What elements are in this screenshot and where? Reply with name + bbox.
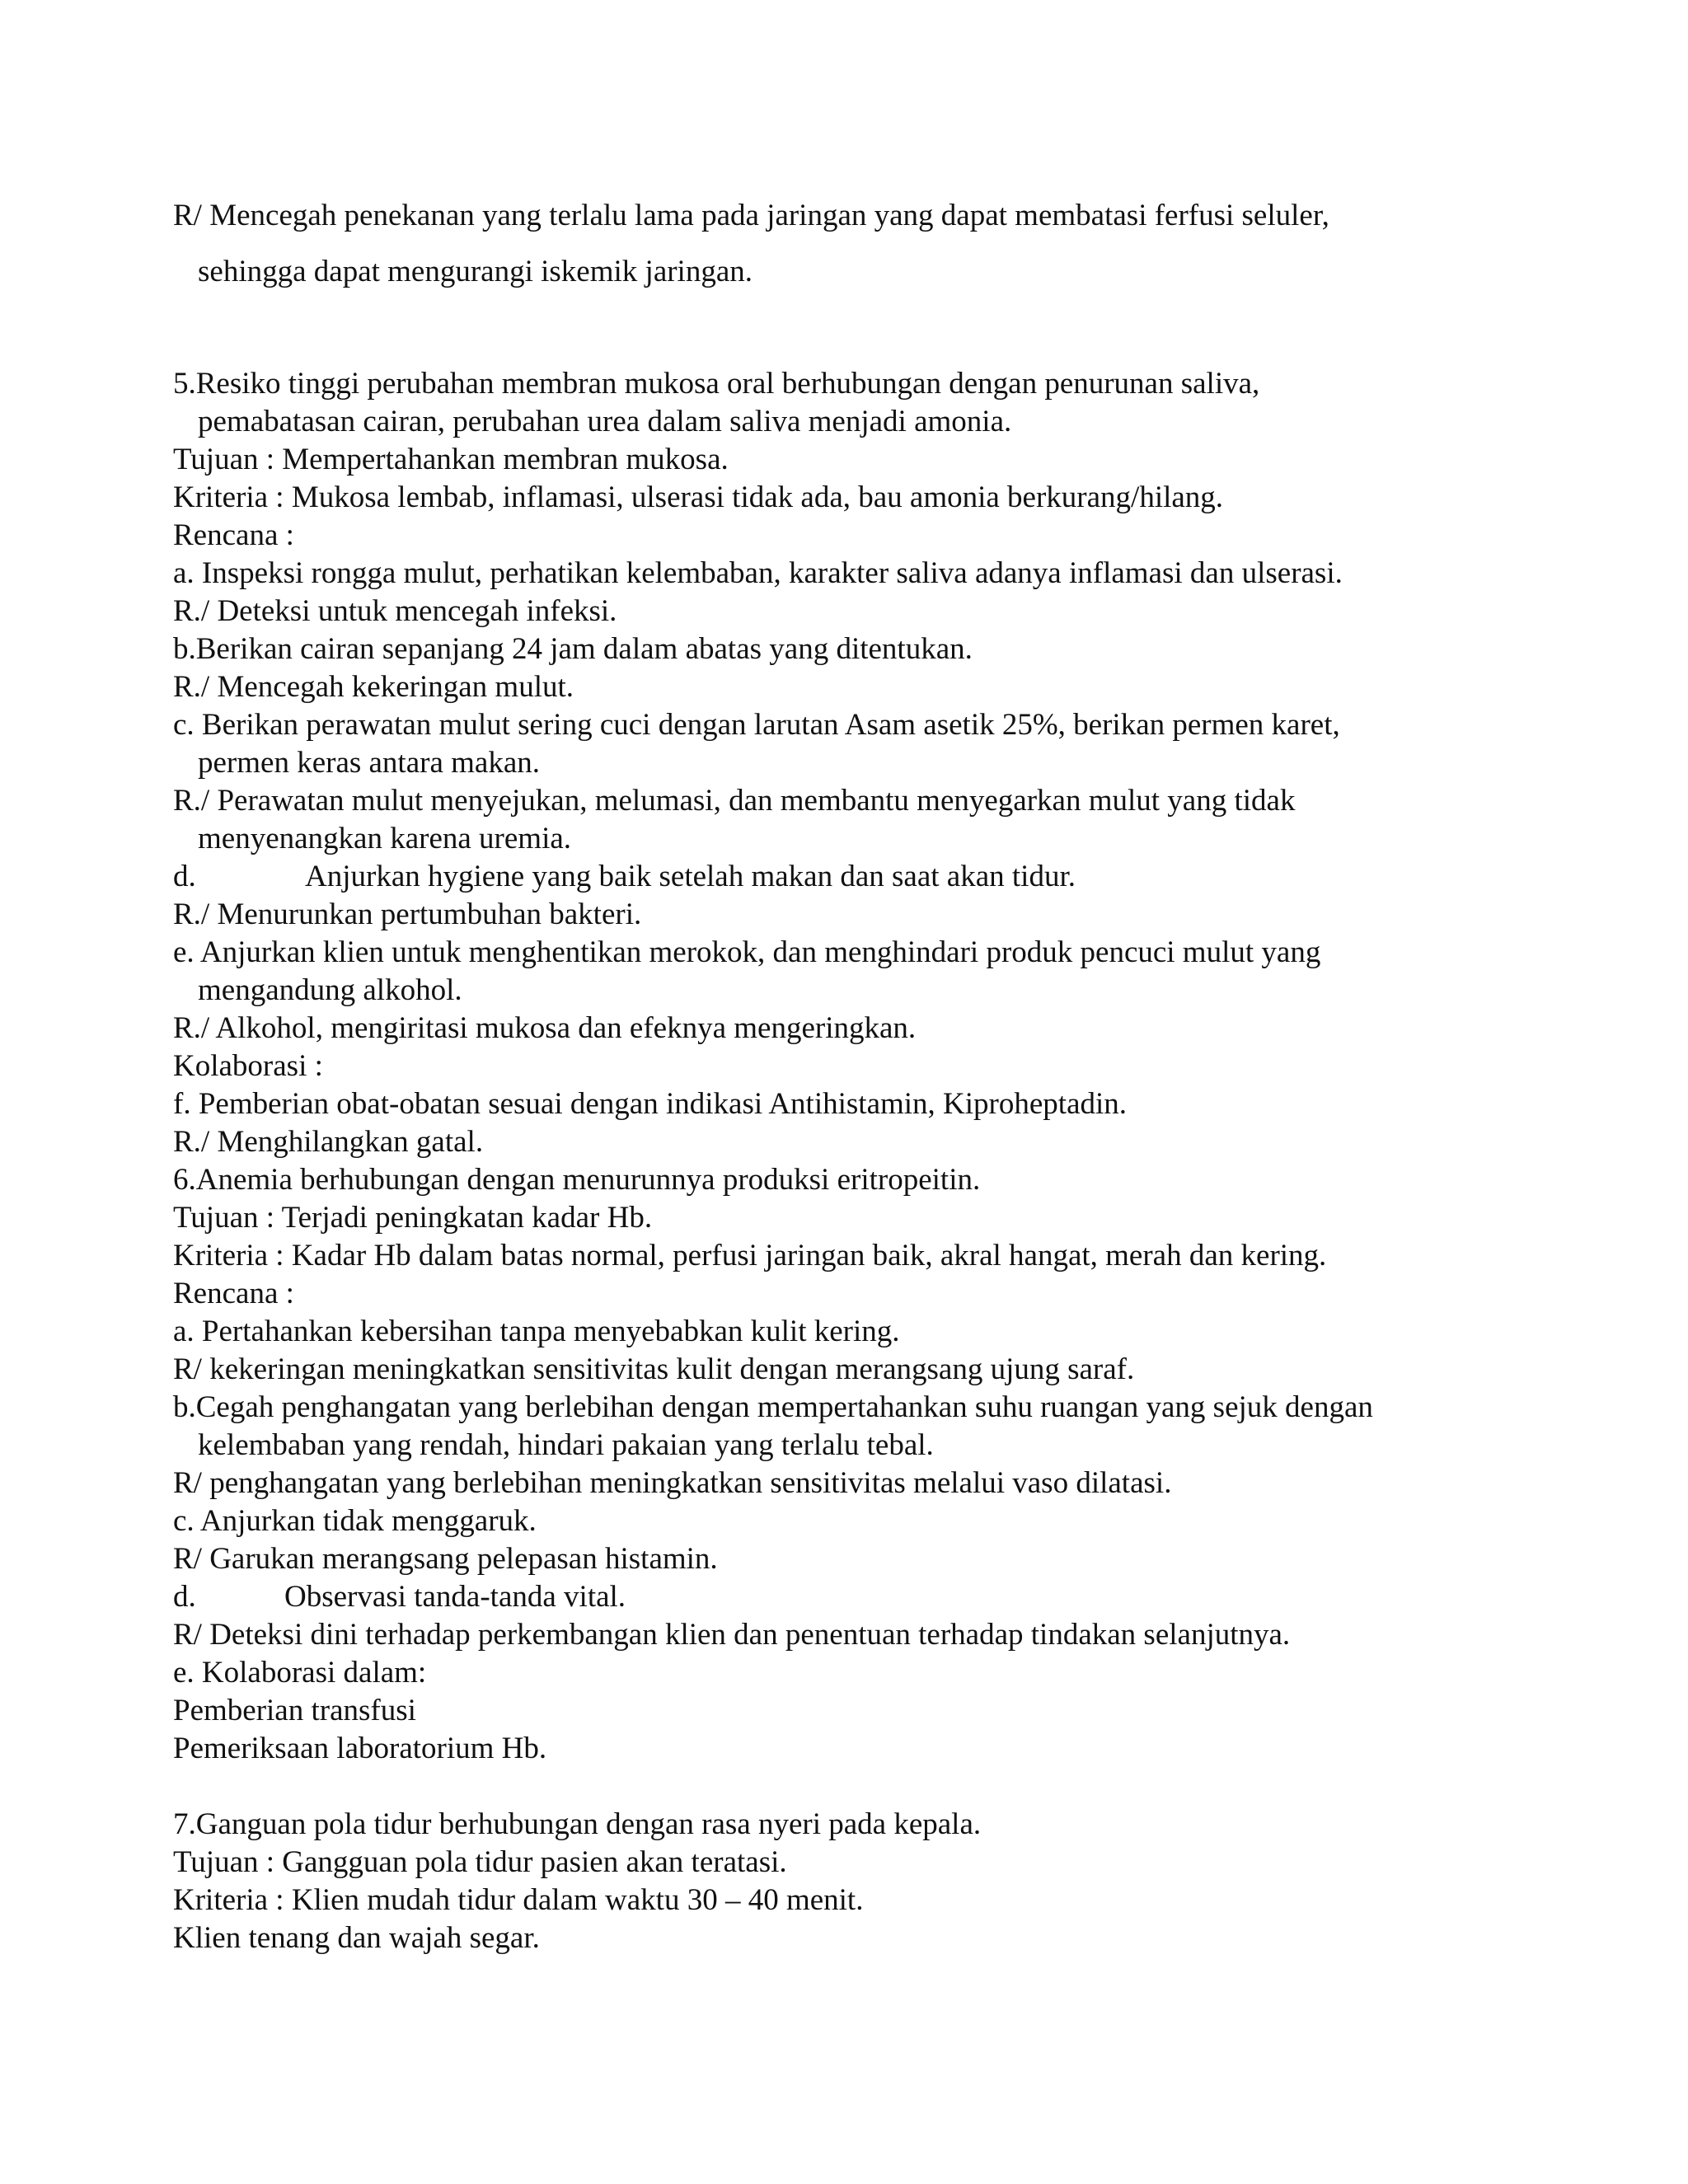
diagnosis-7-heading: 7.Ganguan pola tidur berhubungan dengan rasa nyeri pada kepala. [173, 1807, 982, 1841]
plan-item-e-continuation: mengandung alkohol. [198, 973, 462, 1007]
rationale-f: R./ Menghilangkan gatal. [173, 1125, 484, 1159]
plan-item-c-continuation: permen keras antara makan. [198, 746, 541, 780]
diagnosis-5-heading: 5.Resiko tinggi perubahan membran mukosa oral berhubungan dengan penurunan saliva, [173, 367, 1260, 401]
plan-6-item-e: e. Kolaborasi dalam: [173, 1656, 427, 1690]
plan-item-f: f. Pemberian obat-obatan sesuai dengan indikasi Antihistamin, Kiproheptadin. [173, 1087, 1128, 1121]
diagnosis-6-heading: 6.Anemia berhubungan dengan menurunnya produksi eritropeitin. [173, 1163, 981, 1197]
rationale-c-continuation: menyenangkan karena uremia. [198, 822, 572, 855]
plan-label: Rencana : [173, 518, 294, 552]
goal-line-6: Tujuan : Terjadi peningkatan kadar Hb. [173, 1201, 653, 1235]
plan-item-d-letter: d. [173, 860, 196, 893]
plan-6-item-c: c. Anjurkan tidak menggaruk. [173, 1504, 537, 1538]
rationale-c: R./ Perawatan mulut menyejukan, melumasi, dan membantu menyegarkan mulut yang tidak [173, 784, 1296, 818]
rationale-6-d: R/ Deteksi dini terhadap perkembangan klien dan penentuan terhadap tindakan selanjutnya. [173, 1618, 1291, 1652]
rationale-line: R/ Mencegah penekanan yang terlalu lama pada jaringan yang dapat membatasi ferfusi seluler, [173, 199, 1329, 232]
diagnosis-5-heading-continuation: pemabatasan cairan, perubahan urea dalam saliva menjadi amonia. [198, 405, 1012, 438]
rationale-6-c: R/ Garukan merangsang pelepasan histamin. [173, 1542, 718, 1576]
plan-item-c: c. Berikan perawatan mulut sering cuci dengan larutan Asam asetik 25%, berikan permen karet, [173, 708, 1340, 742]
plan-label-6: Rencana : [173, 1277, 294, 1310]
plan-6-item-d [173, 1579, 626, 1615]
rationale-line-continuation: sehingga dapat mengurangi iskemik jaringan. [198, 255, 753, 288]
rationale-d: R./ Menurunkan pertumbuhan bakteri. [173, 898, 642, 931]
plan-6-item-d-text: Observasi tanda-tanda vital. [284, 1580, 626, 1614]
rationale-a: R./ Deteksi untuk mencegah infeksi. [173, 594, 617, 628]
collaboration-label: Kolaborasi : [173, 1049, 323, 1083]
plan-item-a: a. Inspeksi rongga mulut, perhatikan kelembaban, karakter saliva adanya inflamasi dan ulserasi. [173, 556, 1343, 590]
collaboration-item-transfusion: Pemberian transfusi [173, 1694, 416, 1727]
collaboration-item-lab: Pemeriksaan laboratorium Hb. [173, 1732, 547, 1765]
goal-line: Tujuan : Mempertahankan membran mukosa. [173, 443, 729, 476]
plan-6-item-a: a. Pertahankan kebersihan tanpa menyebabkan kulit kering. [173, 1315, 900, 1348]
plan-6-item-b-continuation: kelembaban yang rendah, hindari pakaian yang terlalu tebal. [198, 1428, 934, 1462]
plan-6-item-d-letter: d. [173, 1580, 196, 1614]
plan-item-b: b.Berikan cairan sepanjang 24 jam dalam abatas yang ditentukan. [173, 632, 973, 666]
rationale-6-a: R/ kekeringan meningkatkan sensitivitas kulit dengan merangsang ujung saraf. [173, 1352, 1135, 1386]
criteria-line: Kriteria : Mukosa lembab, inflamasi, ulserasi tidak ada, bau amonia berkurang/hilang. [173, 480, 1224, 514]
criteria-line-7: Kriteria : Klien mudah tidur dalam waktu 30 – 40 menit. [173, 1883, 864, 1917]
rationale-e: R./ Alkohol, mengiritasi mukosa dan efeknya mengeringkan. [173, 1011, 917, 1045]
plan-item-d-text: Anjurkan hygiene yang baik setelah makan dan saat akan tidur. [305, 860, 1076, 893]
criteria-line-6: Kriteria : Kadar Hb dalam batas normal, perfusi jaringan baik, akral hangat, merah dan kering. [173, 1239, 1327, 1272]
rationale-b: R./ Mencegah kekeringan mulut. [173, 670, 574, 704]
plan-6-item-b: b.Cegah penghangatan yang berlebihan dengan mempertahankan suhu ruangan yang sejuk dengan [173, 1390, 1373, 1424]
plan-item-e: e. Anjurkan klien untuk menghentikan merokok, dan menghindari produk pencuci mulut yang [173, 935, 1321, 969]
rationale-6-b: R/ penghangatan yang berlebihan meningkatkan sensitivitas melalui vaso dilatasi. [173, 1466, 1172, 1500]
criteria-line-7-continuation: Klien tenang dan wajah segar. [173, 1921, 540, 1955]
plan-item-d [173, 859, 1076, 895]
goal-line-7: Tujuan : Gangguan pola tidur pasien akan teratasi. [173, 1845, 787, 1879]
